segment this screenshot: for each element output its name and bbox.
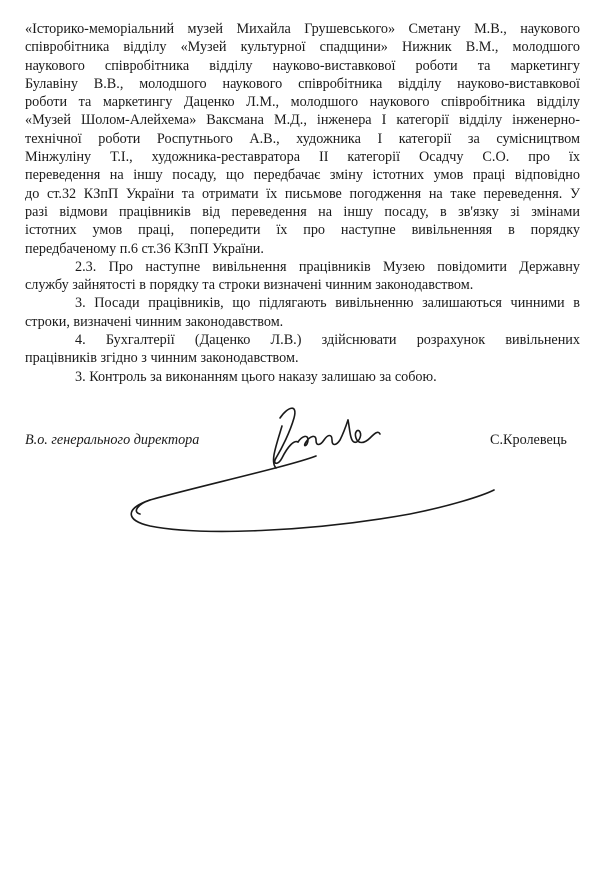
text-line: 4. Бухгалтерії (Даценко Л.В.) здійснювати розрахунок вивільнених <box>75 332 580 349</box>
text-line: 3. Посади працівників, що підлягають вивільненню залишаються чинними в <box>75 295 580 312</box>
signatory-title: В.о. генерального директора <box>25 432 200 448</box>
text-line: роботи та маркетингу Даценко Л.М., молодшого наукового співробітника відділу <box>25 94 580 111</box>
text-line: технічної роботи Роспутнього А.В., художника І категорії за сумісництвом <box>25 130 580 147</box>
text-line: до ст.32 КЗпП України та отримати їх письмове погодження на таке переведення. У <box>25 185 580 202</box>
text-line: передбаченому п.6 ст.36 КЗпП України. <box>25 240 264 257</box>
text-line: «Музей Шолом-Алейхема» Ваксмана М.Д., інженера І категорії відділу інженерно- <box>25 112 580 129</box>
text-line: 2.3. Про наступне вивільнення працівників Музею повідомити Державну <box>75 258 580 275</box>
handwritten-signature <box>110 396 500 546</box>
text-line: Мінжуліну Т.І., художника-реставратора ІІ категорії Осадчу С.О. про їх <box>25 149 580 166</box>
text-line: Булавіну В.В., молодшого наукового співробітника відділу науково-виставкової <box>25 75 580 92</box>
text-line: 3. Контроль за виконанням цього наказу залишаю за собою. <box>75 368 437 385</box>
text-line: разі відмови працівників від переведення на іншу посаду, в зв'язку зі змінами <box>25 203 580 220</box>
text-line: працівників згідно з чинним законодавством. <box>25 350 299 367</box>
text-line: службу зайнятості в порядку та строки визначені чинним законодавством. <box>25 277 474 294</box>
signatory-name: С.Кролевець <box>490 432 567 448</box>
order-body-text <box>25 20 580 386</box>
text-line: співробітника відділу «Музей культурної спадщини» Нижник В.М., молодшого <box>25 39 580 56</box>
text-line: строки, визначені чинним законодавством. <box>25 313 284 330</box>
text-line: переведення на іншу посаду, що передбачає зміну істотних умов праці відповідно <box>25 167 580 184</box>
text-line: «Історико-меморіальний музей Михайла Грушевського» Сметану М.В., наукового <box>25 21 580 37</box>
text-line: істотних умов праці, попередити їх про наступне вивільненняя в порядку <box>25 222 580 239</box>
text-line: наукового співробітника відділу науково-виставкової роботи та маркетингу <box>25 57 580 74</box>
